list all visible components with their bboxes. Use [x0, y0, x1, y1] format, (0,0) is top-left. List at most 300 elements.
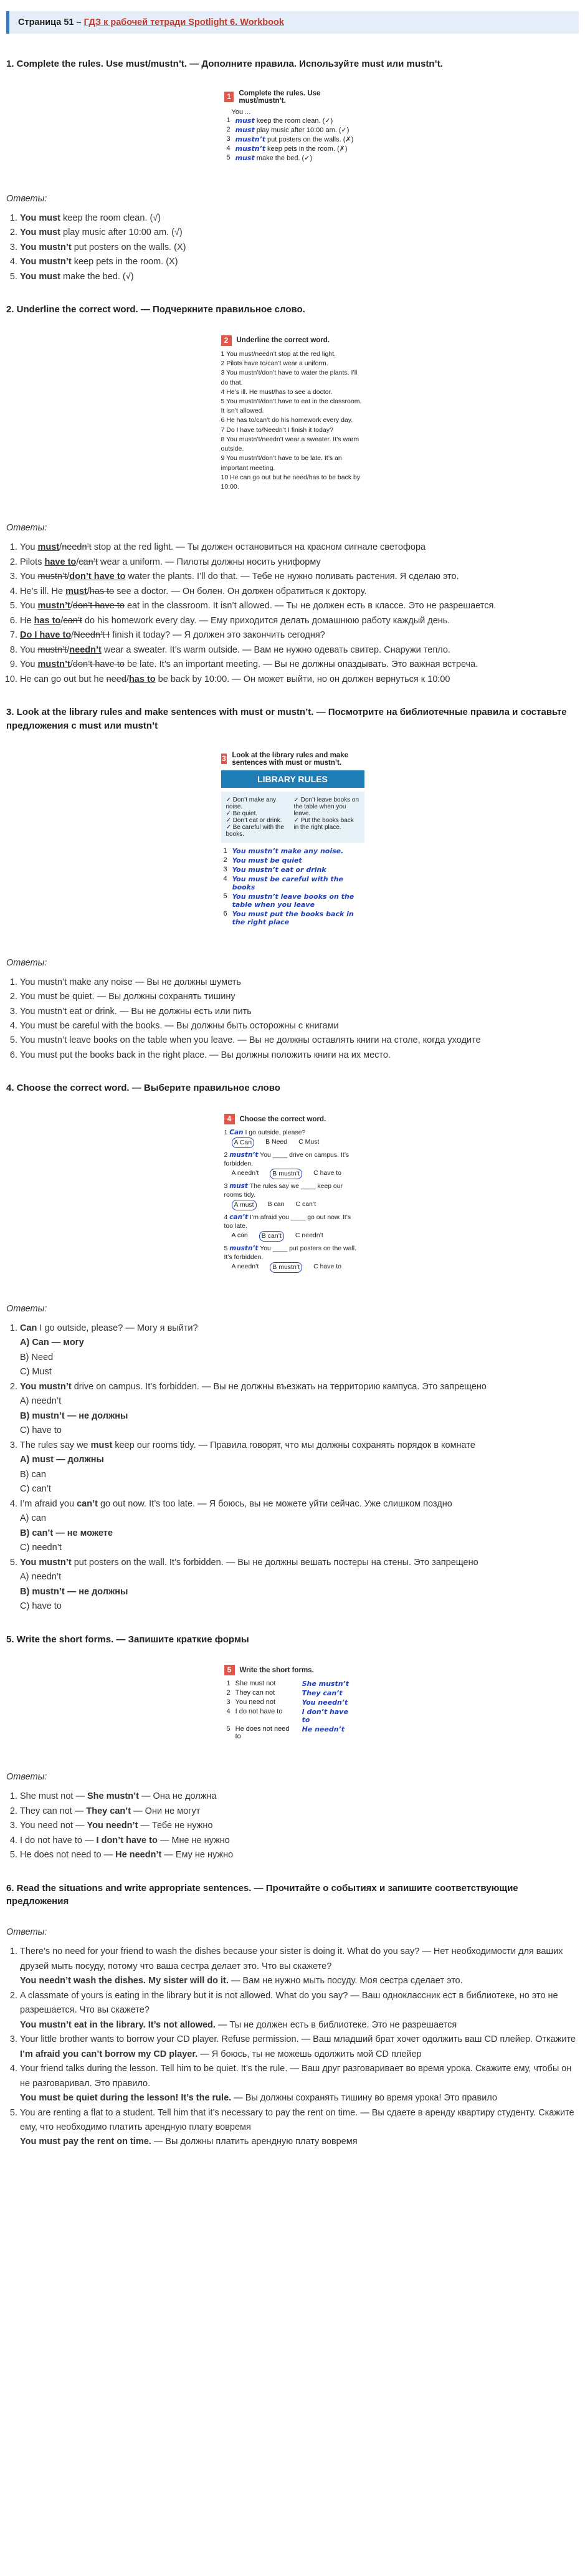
answer-text: be back by 10:00. — Он может выйти, но он должен вернуться к 10:00	[155, 674, 450, 684]
ex1-figure-intro: You ...	[231, 108, 251, 116]
question-bold: You mustn’t	[20, 1381, 72, 1392]
row-number: 5	[223, 892, 227, 900]
list-item	[20, 585, 579, 599]
list-item	[20, 1945, 579, 1988]
row-number: 5	[226, 1725, 231, 1733]
full-form: You need not —	[20, 1821, 87, 1831]
ex1-figure-row	[224, 144, 356, 153]
row-rest: keep pets in the room. (✗)	[265, 145, 348, 153]
exercise-4-figure	[224, 1114, 361, 1273]
situation-text: 3. Your little brother wants to borrow your CD player. Refuse permission. — Ваш младший брат хочет одолжить ваш CD плейер. Откажите	[20, 2034, 576, 2045]
row-rest: keep the room clean. (✓)	[254, 117, 333, 125]
underlined-option: has to	[128, 674, 156, 684]
ex2-figure-row: 6 He has to/can’t do his homework every day.	[221, 416, 353, 424]
list-item	[20, 241, 579, 255]
struck-option: don’t have to	[72, 659, 125, 670]
ex2-figure-row: 9 You mustn’t/don’t have to be late. It’s an important meeting.	[221, 454, 342, 472]
exercise-5-title: 5. Write the short forms. — Запишите краткие формы	[6, 1634, 249, 1645]
question-text: drive on campus. It’s forbidden. — Вы не должны въезжать на территорию кампуса. Это запрещено	[71, 1381, 487, 1392]
row-text	[230, 846, 364, 856]
handwritten-answer: must	[235, 125, 255, 134]
option: C can’t	[295, 1200, 316, 1209]
option: B mustn’t	[270, 1262, 302, 1273]
row-number: 3	[224, 1182, 228, 1190]
row-number: 4	[226, 144, 231, 152]
question-line	[224, 1151, 361, 1169]
list-item	[20, 570, 579, 584]
ex4-figure-question	[224, 1182, 361, 1210]
handwritten-answer: You mustn’t make any noise.	[232, 846, 344, 855]
underlined-option: must	[37, 542, 60, 553]
library-rule: ✓ Be careful with the books.	[226, 823, 284, 838]
ex5-figure-row	[224, 1707, 361, 1725]
answer-pre: He’s ill. He	[20, 586, 66, 596]
full-form: I do not have to —	[20, 1835, 97, 1846]
ex3-figure-heading: Look at the library rules and make sentences with must or mustn’t.	[232, 751, 348, 767]
row-text	[230, 865, 364, 874]
ex4-figure-heading: Choose the correct word.	[239, 1115, 326, 1123]
row-text	[230, 874, 364, 892]
ex1-figure-rows	[224, 116, 356, 163]
struck-option: can’t	[63, 615, 82, 626]
short-form: They can’t	[86, 1806, 131, 1816]
question-line	[224, 1128, 361, 1137]
ex2-figure-heading: Underline the correct word.	[236, 337, 330, 345]
ex3-figure-row	[221, 909, 364, 927]
question-line	[20, 1380, 579, 1394]
option: B mustn’t	[270, 1169, 302, 1179]
other-option: C) have to	[20, 1601, 62, 1612]
correct-option: A) Can — могу	[20, 1338, 84, 1348]
ex3-figure-row	[221, 865, 364, 874]
workbook-link[interactable]: ГДЗ к рабочей тетради Spotlight 6. Workbook	[83, 17, 284, 27]
option: C Must	[298, 1137, 320, 1146]
answer-bold: You must be quiet during the lesson! It’s the rule.	[20, 2093, 232, 2104]
row-number: 3	[226, 1698, 231, 1707]
other-option: C) have to	[20, 1425, 62, 1436]
row-text: I do not have to	[235, 1708, 283, 1716]
exercise-3-title: 3. Look at the library rules and make sentences with must or mustn’t. — Посмотрите на библиотечные правила и составьте предложения с must или mustn’t	[6, 707, 567, 731]
ex3-answers-list	[6, 975, 579, 1063]
option: B can	[267, 1200, 285, 1209]
options-line	[224, 1137, 361, 1148]
question-text: You ____ put posters on the wall. It’s forbidden.	[224, 1244, 357, 1262]
situation-text: 5. You are renting a flat to a student. Tell him that it’s necessary to pay the rent on time. — Вы сдаете в аренду квартиру студенту. Скажите ему, что необходимо платить арендную плату вовремя	[20, 2107, 574, 2132]
ex3-figure-rows	[221, 846, 364, 927]
ex5-figure-row	[224, 1679, 361, 1688]
answer-pre: He can go out but he	[20, 674, 107, 684]
handwritten-answer: must	[235, 116, 255, 125]
underlined-option: Do I have to	[20, 630, 72, 641]
ex5-figure-row	[224, 1688, 361, 1698]
handwritten-answer: mustn’t	[229, 1244, 259, 1252]
row-number: 3	[226, 135, 231, 143]
option: C needn’t	[295, 1232, 323, 1240]
row-number: 6	[223, 909, 227, 917]
question-pre: The rules say we	[20, 1440, 91, 1450]
handwritten-answer: can’t	[229, 1213, 249, 1221]
question-bold: Can	[20, 1323, 37, 1333]
other-option: B) can	[20, 1469, 46, 1480]
ex1-number-badge: 1	[224, 92, 234, 102]
row-text: She must not	[235, 1680, 276, 1688]
underlined-option: have to	[44, 557, 77, 567]
answer-bold: You must	[20, 227, 60, 238]
row-text	[230, 909, 364, 927]
row-number: 4	[223, 874, 227, 883]
translation: — Они не могут	[131, 1806, 201, 1816]
short-form: I don’t have to	[96, 1835, 158, 1846]
ex2-figure-row: 5 You mustn’t/don’t have to eat in the classroom. It isn’t allowed.	[221, 398, 362, 415]
answer-text: put posters on the walls. (X)	[71, 242, 186, 252]
answer-bold: You mustn’t eat in the library. It’s not allowed.	[20, 2019, 216, 2030]
underlined-option: mustn’t	[37, 659, 70, 670]
translation: — Ты не должен есть в библиотеке. Это не разрешается	[215, 2019, 457, 2030]
row-text: They can not	[235, 1689, 275, 1697]
ex3-figure-row	[221, 874, 364, 892]
list-item	[20, 658, 579, 672]
row-text: He does not need to	[235, 1725, 290, 1741]
answer-text: be late. It’s an important meeting. — Вы не должны опаздывать. Это важная встреча.	[124, 659, 478, 670]
row-number: 1	[224, 1129, 228, 1137]
question-line	[224, 1244, 361, 1262]
answer-bold: I’m afraid you can’t borrow my CD player.	[20, 2049, 198, 2059]
other-option: C) can’t	[20, 1484, 51, 1495]
slash: /	[59, 542, 62, 553]
question-bold: must	[90, 1440, 113, 1450]
handwritten-answer: She mustn’t	[302, 1680, 349, 1688]
struck-option: need	[106, 674, 126, 684]
question-line	[224, 1182, 361, 1200]
option: B Need	[265, 1137, 288, 1146]
library-rules-banner: LIBRARY RULES	[221, 770, 364, 788]
list-item: 6. You must put the books back in the right place. — Вы должны положить книги на их место.	[20, 1048, 579, 1063]
exercise-3-figure	[221, 752, 364, 927]
correct-option: B) can’t — не можете	[20, 1528, 113, 1538]
ex3-answers-title: Ответы:	[6, 957, 47, 968]
answer-bold: You mustn’t	[20, 242, 72, 252]
other-option: A) needn’t	[20, 1396, 62, 1407]
question-pre: I’m afraid you	[20, 1498, 77, 1509]
ex2-figure-row: 4 He’s ill. He must/has to see a doctor.	[221, 388, 333, 396]
list-item	[20, 1497, 579, 1556]
options-line	[224, 1262, 361, 1273]
ex4-figure-question	[224, 1151, 361, 1179]
correct-option: A) must — должны	[20, 1455, 104, 1465]
ex4-number-badge: 4	[224, 1114, 235, 1124]
answer-text: finish it today? — Я должен это закончить сегодня?	[110, 630, 325, 641]
short-form: He needn’t	[115, 1850, 162, 1860]
translation: — Вам не нужно мыть посуду. Моя сестра сделает это.	[228, 1976, 463, 1986]
library-rule: ✓ Don’t leave books on the table when you leave.	[293, 796, 359, 817]
short-form: She mustn’t	[87, 1791, 139, 1802]
option: C have to	[313, 1169, 342, 1177]
list-item	[20, 211, 579, 226]
answer-text: see a doctor. — Он болен. Он должен обратиться к доктору.	[114, 586, 367, 596]
row-number: 1	[223, 846, 227, 855]
correct-option: B) mustn’t — не должны	[20, 1410, 128, 1421]
row-number: 3	[223, 865, 227, 873]
handwritten-answer: mustn’t	[235, 135, 265, 143]
answer-line	[20, 2047, 579, 2062]
answer-pre: You	[20, 601, 38, 611]
exercise-2-title: 2. Underline the correct word. — Подчеркните правильное слово.	[6, 304, 305, 315]
handwritten-answer: You must be careful with the books	[232, 874, 343, 891]
situation-text: 1. There’s no need for your friend to wash the dishes because your sister is doing it. What do you say? — Нет необходимости для ваших друзей мыть посуду, потому что ваша сестра делает это. Что вы скажете?	[20, 1946, 563, 1971]
handwritten-answer: You must be quiet	[232, 856, 302, 864]
ex2-number-badge: 2	[221, 335, 232, 346]
ex1-figure-row	[224, 135, 356, 144]
answer-line	[20, 2018, 579, 2033]
translation: — Тебе не нужно	[138, 1821, 213, 1831]
answer-text: stop at the red light. — Ты должен остановиться на красном сигнале светофора	[91, 542, 426, 553]
ex2-figure-row: 1 You must/needn’t stop at the red light.	[221, 350, 336, 358]
underlined-option: must	[65, 586, 87, 596]
struck-option: Needn’t I	[74, 630, 110, 641]
answer-pre: You	[20, 542, 38, 553]
struck-option: mustn’t	[37, 644, 67, 655]
option: A Can	[232, 1137, 255, 1148]
library-rule: ✓ Put the books back in the right place.	[293, 816, 354, 831]
handwritten-answer: mustn’t	[229, 1151, 259, 1159]
list-item: 2. You must be quiet. — Вы должны сохранять тишину	[20, 990, 579, 1004]
library-rules-board	[221, 792, 364, 843]
handwritten-answer: must	[235, 153, 255, 162]
answer-bold: You must	[20, 213, 60, 223]
translation: — Она не должна	[138, 1791, 217, 1802]
ex1-answers-title: Ответы:	[6, 193, 47, 204]
list-item	[20, 2062, 579, 2105]
row-text	[233, 135, 356, 144]
list-item	[20, 1321, 579, 1380]
answer-text: make the bed. (√)	[60, 271, 134, 282]
translation: — Вы должны платить арендную плату вовремя	[151, 2137, 358, 2147]
handwritten-answer: They can’t	[302, 1689, 343, 1698]
list-item	[20, 628, 579, 643]
library-rules-left	[226, 797, 292, 838]
ex2-figure-row: 10 He can go out but he need/has to be back by 10:00.	[221, 473, 361, 491]
row-number: 1	[226, 116, 231, 124]
full-form: They can not —	[20, 1806, 87, 1816]
list-item	[20, 614, 579, 628]
ex3-figure-row	[221, 856, 364, 865]
question-text: You ____ drive on campus. It’s forbidden.	[224, 1151, 350, 1168]
struck-option: can’t	[78, 557, 98, 567]
answer-text: play music after 10:00 am. (√)	[60, 227, 183, 238]
struck-option: needn’t	[62, 542, 92, 553]
option: B can’t	[259, 1231, 284, 1242]
exercise-5-figure	[224, 1665, 361, 1741]
exercise-2-figure	[221, 335, 364, 492]
list-item	[20, 1804, 579, 1819]
handwritten-answer: You mustn’t eat or drink	[232, 865, 326, 874]
question-text: I go outside, please? — Могу я выйти?	[37, 1323, 198, 1333]
answer-text: keep the room clean. (√)	[60, 213, 161, 223]
underlined-option: needn’t	[69, 644, 102, 655]
handwritten-answer: You needn’t	[302, 1698, 348, 1707]
answer-text: do his homework every day. — Ему приходится делать домашнюю работу каждый день.	[82, 615, 450, 626]
ex4-figure-question	[224, 1244, 361, 1273]
handwritten-answer: must	[229, 1182, 248, 1190]
answer-pre: You	[20, 572, 38, 582]
answer-pre: You	[20, 659, 38, 670]
question-line	[20, 1497, 579, 1511]
row-rest: make the bed. (✓)	[254, 154, 313, 162]
row-text	[233, 116, 356, 125]
row-number: 2	[224, 1151, 228, 1159]
row-number: 2	[226, 125, 231, 133]
ex1-figure-heading: Complete the rules. Use must/mustn’t.	[239, 89, 321, 105]
list-item	[20, 1819, 579, 1833]
underlined-option: has to	[34, 615, 61, 626]
row-number: 5	[224, 1244, 228, 1252]
other-option: A) needn’t	[20, 1572, 62, 1582]
option: A must	[232, 1200, 257, 1210]
banner-prefix: Страница 51 –	[18, 17, 84, 27]
list-item	[20, 270, 579, 284]
ex1-answers-list	[6, 211, 579, 284]
library-rule: ✓ Don’t make any noise.	[226, 796, 277, 810]
answer-text: water the plants. I’ll do that. — Тебе не нужно поливать растения. Я сделаю это.	[125, 572, 459, 582]
slash: /	[71, 630, 74, 641]
row-text: You need not	[235, 1698, 276, 1707]
ex2-figure-row: 2 Pilots have to/can’t wear a uniform.	[221, 360, 328, 368]
row-text	[233, 144, 356, 153]
list-item	[20, 2033, 579, 2062]
ex1-figure-row	[224, 116, 356, 125]
row-answer	[300, 1698, 361, 1707]
ex4-answers-list	[6, 1321, 579, 1614]
ex5-answers-title: Ответы:	[6, 1772, 47, 1783]
slash: /	[67, 644, 70, 655]
ex2-answers-title: Ответы:	[6, 523, 47, 534]
ex2-figure-row: 7 Do I have to/Needn’t I finish it today?	[221, 426, 333, 434]
other-option: C) Must	[20, 1367, 52, 1377]
underlined-option: mustn’t	[37, 601, 70, 611]
row-answer	[300, 1679, 361, 1688]
handwritten-answer: You mustn’t leave books on the table when you leave	[232, 892, 354, 909]
option: A can	[231, 1232, 248, 1240]
option: A needn’t	[231, 1263, 259, 1271]
list-item	[20, 1989, 579, 2033]
options-line	[224, 1231, 361, 1242]
list-item: 3. You mustn’t eat or drink. — Вы не должны есть или пить	[20, 1005, 579, 1019]
other-option: C) needn’t	[20, 1543, 62, 1553]
question-line	[20, 1439, 579, 1453]
answer-line	[20, 1974, 579, 1988]
answer-bold: You must pay the rent on time.	[20, 2137, 151, 2147]
question-line	[224, 1213, 361, 1231]
ex5-figure-rows	[224, 1679, 361, 1741]
list-item	[20, 1439, 579, 1497]
list-item: 5. You mustn’t leave books on the table when you leave. — Вы не должны оставлять книги на столе, когда уходите	[20, 1033, 579, 1048]
question-text: The rules say we ____ keep our rooms tidy.	[224, 1182, 343, 1199]
answer-pre: He	[20, 615, 34, 626]
question-line	[20, 1556, 579, 1570]
struck-option: don’t have to	[72, 601, 125, 611]
ex3-number-badge: 3	[222, 754, 226, 764]
situation-text: 4. Your friend talks during the lesson. Tell him to be quiet. It’s the rule. — Ваш друг разговаривает во время урока. Скажите ему, чтобы он не разговаривал. Это правило.	[20, 2064, 572, 2089]
question-bold: can’t	[77, 1498, 98, 1509]
list-item: 4. You must be careful with the books. — Вы должны быть осторожны с книгами	[20, 1019, 579, 1033]
ex2-figure-rows	[221, 350, 364, 492]
question-text: put posters on the wall. It’s forbidden. — Вы не должны вешать постеры на стены. Это запрещено	[71, 1557, 478, 1568]
answer-bold: You must	[20, 271, 60, 282]
row-number: 2	[223, 856, 227, 864]
slash: /	[76, 557, 79, 567]
slash: /	[126, 674, 129, 684]
question-text: I go outside, please?	[245, 1129, 306, 1137]
library-rules-right	[294, 797, 359, 838]
row-answer	[300, 1688, 361, 1698]
ex2-figure-row: 8 You mustn’t/needn’t wear a sweater. It’s warm outside.	[221, 435, 359, 453]
correct-option: B) mustn’t — не должны	[20, 1586, 128, 1597]
list-item	[20, 255, 579, 269]
translation: — Ему не нужно	[161, 1850, 234, 1860]
row-text	[233, 125, 356, 135]
ex4-figure-question	[224, 1128, 361, 1147]
exercise-1-figure	[224, 90, 361, 163]
ex2-figure-row: 3 You mustn’t/don’t have to water the plants. I’ll do that.	[221, 369, 358, 386]
question-text: go out now. It’s too late. — Я боюсь, вы не можете уйти сейчас. Уже слишком поздно	[97, 1498, 452, 1509]
slash: /	[67, 572, 70, 582]
question-text: keep our rooms tidy. — Правила говорят, что мы должны сохранять порядок в комнате	[112, 1440, 475, 1450]
question-bold: You mustn’t	[20, 1557, 72, 1568]
ex4-answers-title: Ответы:	[6, 1303, 47, 1314]
row-number: 2	[226, 1689, 231, 1697]
answer-text: keep pets in the room. (X)	[71, 257, 178, 267]
answer-text: wear a uniform. — Пилоты должны носить униформу	[97, 557, 321, 567]
library-rule: ✓ Don’t eat or drink.	[226, 816, 282, 824]
list-item	[20, 599, 579, 613]
answer-text: wear a sweater. It’s warm outside. — Вам не нужно одевать свитер. Снаружи тепло.	[101, 644, 450, 655]
slash: /	[60, 615, 64, 626]
list-item	[20, 1789, 579, 1804]
row-answer	[300, 1707, 361, 1725]
row-answer	[300, 1725, 361, 1741]
ex3-figure-row	[221, 846, 364, 856]
row-text	[230, 892, 364, 909]
ex5-number-badge: 5	[224, 1665, 235, 1675]
translation: — Я боюсь, ты не можешь одолжить мой CD плейер	[197, 2049, 422, 2059]
answer-line	[20, 2135, 579, 2149]
page-header-banner	[6, 11, 579, 34]
list-item	[20, 226, 579, 240]
row-number: 4	[226, 1708, 231, 1716]
handwritten-answer: I don’t have to	[302, 1708, 348, 1725]
list-item	[20, 1556, 579, 1614]
row-rest: play music after 10:00 am. (✓)	[254, 126, 350, 134]
list-item	[20, 1834, 579, 1848]
other-option: A) can	[20, 1513, 46, 1524]
row-number: 4	[224, 1213, 228, 1221]
list-item	[20, 643, 579, 658]
row-text	[230, 856, 364, 865]
full-form: He does not need to —	[20, 1850, 116, 1860]
list-item	[20, 555, 579, 570]
row-rest: put posters on the walls. (✗)	[265, 135, 354, 143]
short-form: You needn’t	[87, 1821, 138, 1831]
library-rule: ✓ Be quiet.	[226, 810, 258, 817]
exercise-6-title: 6. Read the situations and write appropriate sentences. — Прочитайте о событиях и запишите соответствующие предложения	[6, 1882, 518, 1907]
ex4-figure-question	[224, 1213, 361, 1242]
answer-line	[20, 2091, 579, 2105]
exercise-4-title: 4. Choose the correct word. — Выберите правильное слово	[6, 1083, 280, 1094]
answer-bold: You mustn’t	[20, 257, 72, 267]
struck-option: has to	[89, 586, 115, 596]
handwritten-answer: You must put the books back in the right place	[232, 909, 354, 926]
ex1-figure-row	[224, 125, 356, 135]
